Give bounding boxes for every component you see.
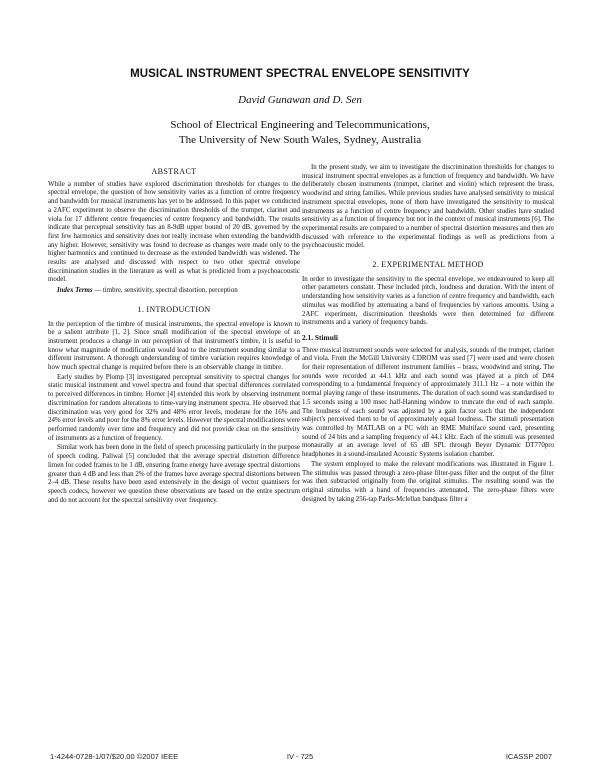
- stimuli-paragraph-1: Three musical instrument sounds were selected for analysis, sounds of the trumpet, clarinet and viola. From the McGill University CDROM was used [7] were used and were chosen for their representation of different instrument families – brass, woodwind and string. The sounds were recorded at 44.1 kHz and each sound was played at a pitch of D#4 corresponding to a fundamental frequency of approximately 311.1 Hz – a note within the normal playing range of these instruments. The duration of each sound was standardised to 1.5 seconds using a 100 msec half-Hanning window to truncate the end of each sample. The loudness of each sound was adjusted by a gain factor such that the independent subject's perceived them to be of approximately equal loudness. The stimuli presentation was controlled by MATLAB on a PC with an RME Multiface sound card, presenting sound of 24 bits and a sampling frequency of 44.1 kHz. Each of the stimuli was presented monaurally at an average level of 65 dB SPL through Beyer Dynamic DT770pro headphones in a sound-insulated Acoustic Systems isolation chamber.: [302, 346, 554, 459]
- right-column: [302, 164, 554, 505]
- paper-authors: David Gunawan and D. Sen: [238, 94, 362, 106]
- abstract-heading: ABSTRACT: [151, 167, 197, 176]
- paper-affiliation: [0, 118, 600, 148]
- index-terms-label: Index Terms: [57, 287, 93, 295]
- experimental-method-heading: 2. EXPERIMENTAL METHOD: [372, 260, 484, 270]
- affiliation-line-2: The University of New South Wales, Sydney, Australia: [178, 134, 422, 146]
- introduction-heading: 1. INTRODUCTION: [137, 304, 211, 314]
- footer-page-number: IV - 725: [286, 752, 314, 761]
- stimuli-paragraph-2: The system employed to make the relevant modifications was illustrated in Figure 1. The stimulus was passed through a zero-phase filter-pass filter and the output of the filter was then subtracted originally from the original stimulus. The resulting sound was the original stimulus with a band of frequencies attenuated. The zero-phase filters were designed by taking 256-tap Parks-Mclellan bandpass filter a: [302, 460, 554, 503]
- footer-conference: ICASSP 2007: [505, 752, 552, 761]
- intro-paragraph-4: In the present study, we aim to investigate the discrimination thresholds for changes to musical instrument spectral envelopes as a function of frequency and bandwidth. We have deliberately chosen instruments (trumpet, clarinet and violin) which represent the brass, woodwind and string families. While previous studies have analysed sensitivity to musical instrument spectral envelopes, none of them have investigated the sensitivity to musical instruments as a function of centre frequency and bandwidth. Other studies have studied sensitivity as a function of frequency but not in the context of musical instruments [6]. The experimental results are compared to a number of spectral distortion measures and then are discussed with reference to the experimental findings as well as predictions from a psychoacoustic model.: [302, 164, 554, 250]
- intro-paragraph-3: Similar work has been done in the field of speech processing particularly in the purpose of speech coding. Paliwal [5] concluded that the average spectral distortion difference limen for coded frames to be 1 dB, ensuring frame energy have average spectral distortions greater than 4 dB and less than 2% of the frames have average spectral distortions between 2–4 dB. These results have been used extensively in the design of vector quantisers for speech codecs, however we question these observations are based on the entire spectrum and do not account for the spectral sensitivity over frequency.: [48, 444, 300, 504]
- affiliation-line-1: School of Electrical Engineering and Telecommunications,: [170, 119, 430, 131]
- method-paragraph-1: In order to investigate the sensitivity to the spectral envelope, we endeavoured to keep all other parameters constant. These included pitch, loudness and duration. With the intent of understanding how sensitivity varies as a function of centre frequency and bandwidth, each stimulus was modified by attenuating a band of frequencies by various amounts. Using a 2AFC experiment, discrimination thresholds were then determined for different instruments and a variety of frequency bands.: [302, 275, 554, 327]
- footer-copyright: 1-4244-0728-1/07/$20.00 ©2007 IEEE: [50, 752, 179, 761]
- intro-paragraph-1: In the perception of the timbre of musical instruments, the spectral envelope is known to be a salient attribute [1, 2]. Since small modification of the spectral envelope of an instrument produces a change in our perception of that instrument's timbre, it is useful to know what magnitude of modification would lead to the instrument sounding similar to a different instrument. A thorough understanding of timbre variation requires knowledge of how much spectral change is required before there is an observable change in timbre.: [48, 320, 300, 372]
- abstract-text: While a number of studies have explored discrimination thresholds for changes to the spectral envelope, the question of how sensitivity varies as a function of centre frequency and bandwidth for musical instruments has yet to be addressed. In this paper we conducted a 2AFC experiment to observe the discrimination thresholds of the trumpet, clarinet and viola for 17 different centre frequencies of centre frequency and bandwidth. The results indicate that perceptual sensitivity has an 8-9dB upper bound of 20 dB, governed by the first few harmonics and sensitivity does not really increase when extending the bandwidth any higher. However, sensitivity was found to decrease as changes were made only to the higher harmonics and continued to decrease as the extended bandwidth was widened. The results are analysed and discussed with respect to two other spectral envelope discrimination studies in the literature as well as what is predicted from a psychoacoustic model.: [48, 180, 300, 284]
- paper-title: MUSICAL INSTRUMENT SPECTRAL ENVELOPE SENSITIVITY: [130, 68, 470, 80]
- index-terms: [48, 287, 300, 296]
- intro-paragraph-2: Early studies by Plomp [3] investigated perceptual sensitivity to spectral changes for static musical instrument and vowel spectra and found that spectral differences correlated to perceived differences in timbre. Horner [4] extended this work by observing instrument discrimination for random alterations to time-varying instrument spectra. He observed that discrimination was very good for 32% and 48% error levels, moderate for the 16% and 24% error levels and poor for the 8% error levels. However the spectral modifications were performed randomly over time and frequency and did not provide clear on the sensitivity of instruments as a function of frequency.: [48, 373, 300, 442]
- stimuli-heading: 2.1. Stimuli: [302, 332, 338, 342]
- index-terms-values: — timbre, sensitivity, spectral distortion, perception: [94, 287, 238, 295]
- left-column: [48, 168, 300, 506]
